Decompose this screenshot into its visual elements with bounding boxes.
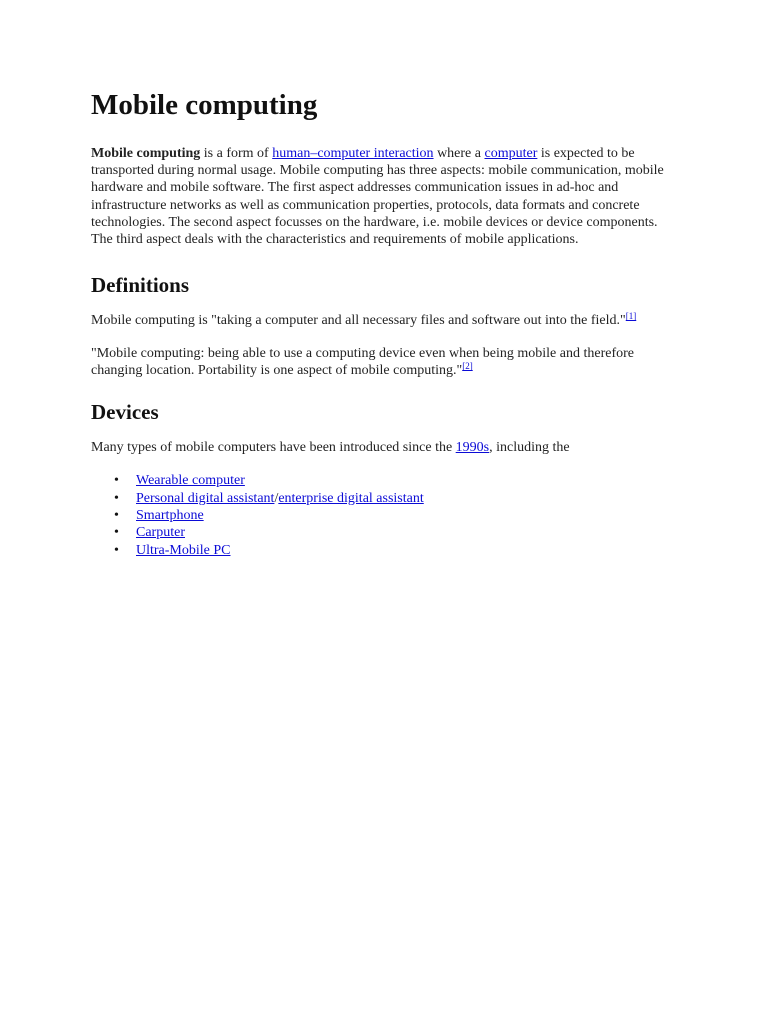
definition-paragraph-1 xyxy=(91,312,681,329)
bullet-icon: • xyxy=(114,507,119,523)
definition-paragraph-2 xyxy=(91,345,681,380)
list-item xyxy=(91,542,681,559)
article-body xyxy=(91,88,681,559)
list-item xyxy=(91,524,681,541)
devices-intro-tail: , including the xyxy=(489,439,570,455)
intro-text: is a form of xyxy=(200,145,273,161)
intro-text: is expected to be transported during normal usage. Mobile computing has three aspects: mobile communication, mobile hardware and mobile software. The first aspect addresses communication issues in ad-hoc and infrastructure networks as well as communication properties, protocols, data formats and concrete technologies. The second aspect focusses on the hardware, i.e. mobile devices or device components. The third aspect deals with the characteristics and requirements of mobile applications. xyxy=(91,145,664,248)
definition-text-2: "Mobile computing: being able to use a computing device even when being mobile and therefore changing location. Portability is one aspect of mobile computing." xyxy=(91,346,634,379)
definition-text-1: Mobile computing is "taking a computer and all necessary files and software out into the field." xyxy=(91,312,626,328)
bullet-icon: • xyxy=(114,490,119,506)
link-enterprise-digital-assistant[interactable]: enterprise digital assistant xyxy=(278,490,424,506)
intro-bold-term: Mobile computing xyxy=(91,145,201,161)
bullet-icon: • xyxy=(114,473,119,489)
reference-link-2[interactable]: [2] xyxy=(462,361,473,372)
link-carputer[interactable]: Carputer xyxy=(136,525,185,541)
devices-heading: Devices xyxy=(91,399,159,424)
reference-link-1[interactable]: [1] xyxy=(625,310,637,321)
link-ultra-mobile-pc[interactable]: Ultra-Mobile PC xyxy=(136,542,231,558)
list-item xyxy=(91,507,681,524)
link-personal-digital-assistant[interactable]: Personal digital assistant xyxy=(136,490,275,506)
page-title: Mobile computing xyxy=(91,89,318,121)
definitions-heading: Definitions xyxy=(91,272,190,297)
devices-intro-text: Many types of mobile computers have been introduced since the xyxy=(91,439,456,455)
devices-list xyxy=(91,472,681,559)
link-computer[interactable]: computer xyxy=(484,145,538,161)
link-wearable-computer[interactable]: Wearable computer xyxy=(136,473,245,489)
bullet-icon: • xyxy=(114,525,119,541)
devices-intro-paragraph xyxy=(91,439,681,456)
intro-paragraph xyxy=(91,145,681,249)
list-separator: / xyxy=(274,490,279,506)
link-smartphone[interactable]: Smartphone xyxy=(136,507,204,523)
bullet-icon: • xyxy=(114,542,119,558)
list-item xyxy=(91,490,681,507)
intro-text: where a xyxy=(433,145,485,161)
list-item xyxy=(91,472,681,489)
link-1990s[interactable]: 1990s xyxy=(455,439,490,455)
link-human-computer-interaction[interactable]: human–computer interaction xyxy=(272,145,434,161)
